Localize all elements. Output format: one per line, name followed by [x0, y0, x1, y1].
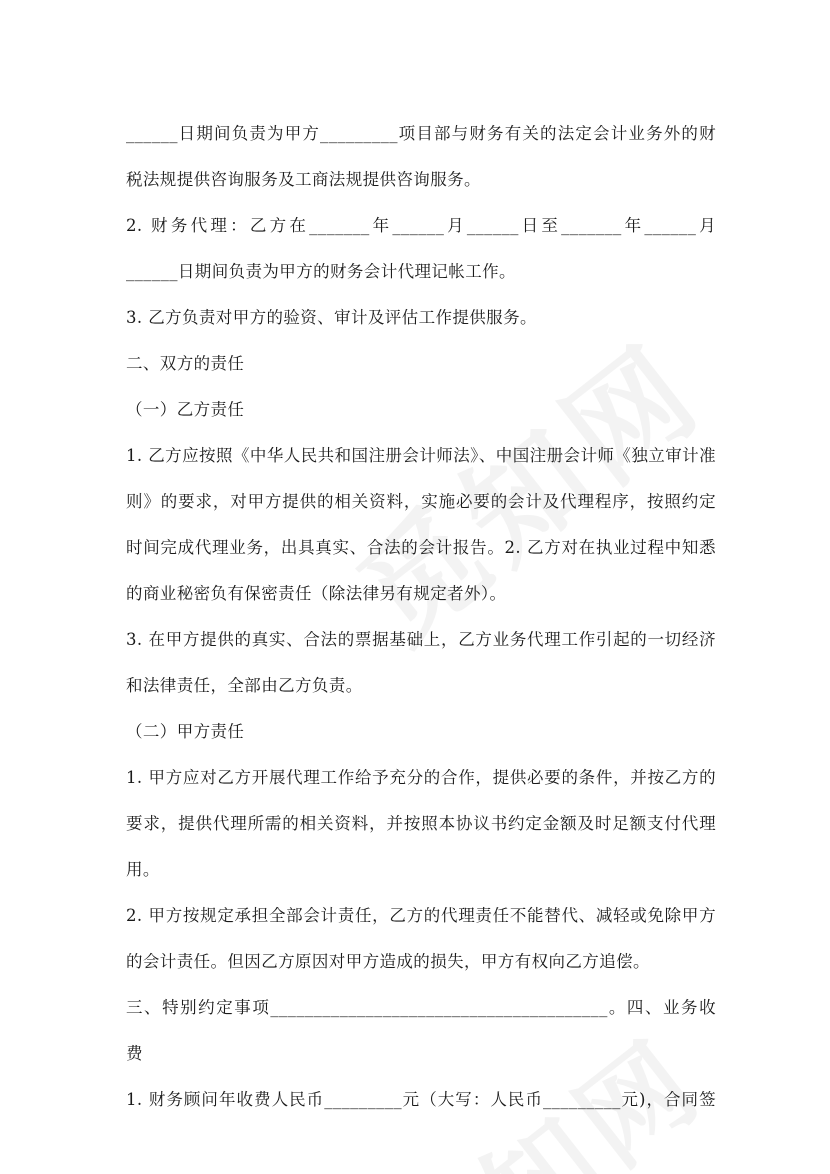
subsection-heading: （二）甲方责任: [126, 722, 245, 741]
paragraph-line: 费: [126, 1044, 143, 1063]
paragraph-line: 3. 乙方负责对甲方的验资、审计及评估工作提供服务。: [126, 308, 537, 327]
subsection-heading: （一）乙方责任: [126, 400, 245, 419]
paragraph-line: 用。: [126, 860, 160, 879]
paragraph-line: 1. 财务顾问年收费人民币_________元（大写：人民币_________元)，合同签: [126, 1090, 716, 1109]
document-body: [126, 111, 716, 1123]
paragraph-line: 要求，提供代理所需的相关资料，并按照本协议书约定金额及时足额支付代理: [126, 814, 716, 833]
paragraph-line: 时间完成代理业务，出具真实、合法的会计报告。2. 乙方对在执业过程中知悉: [126, 538, 716, 557]
paragraph-line: 税法规提供咨询服务及工商法规提供咨询服务。: [126, 170, 481, 189]
paragraph-line: 1. 乙方应按照《中华人民共和国注册会计师法》、中国注册会计师《独立审计准: [126, 446, 716, 465]
paragraph-line: 2. 财务代理：乙方在_______年______月______日至_______年______月: [126, 216, 716, 235]
paragraph-line: 三、特别约定事项_______________________________________。四、业务收: [126, 998, 716, 1017]
paragraph-line: 则》的要求，对甲方提供的相关资料，实施必要的会计及代理程序，按照约定: [126, 492, 716, 511]
paragraph-line: 的商业秘密负有保密责任（除法律另有规定者外）。: [126, 584, 507, 603]
paragraph-line: 3. 在甲方提供的真实、合法的票据基础上，乙方业务代理工作引起的一切经济: [126, 630, 716, 649]
paragraph-line: 和法律责任，全部由乙方负责。: [126, 676, 363, 695]
paragraph-line: ______日期间负责为甲方_________项目部与财务有关的法定会计业务外的财: [126, 124, 716, 143]
paragraph-line: ______日期间负责为甲方的财务会计代理记帐工作。: [126, 262, 516, 281]
section-heading: 二、双方的责任: [126, 354, 245, 373]
paragraph-line: 2. 甲方按规定承担全部会计责任，乙方的代理责任不能替代、减轻或免除甲方: [126, 906, 716, 925]
paragraph-line: 的会计责任。但因乙方原因对甲方造成的损失，甲方有权向乙方追偿。: [126, 952, 650, 971]
paragraph-line: 1. 甲方应对乙方开展代理工作给予充分的合作，提供必要的条件，并按乙方的: [126, 768, 716, 787]
